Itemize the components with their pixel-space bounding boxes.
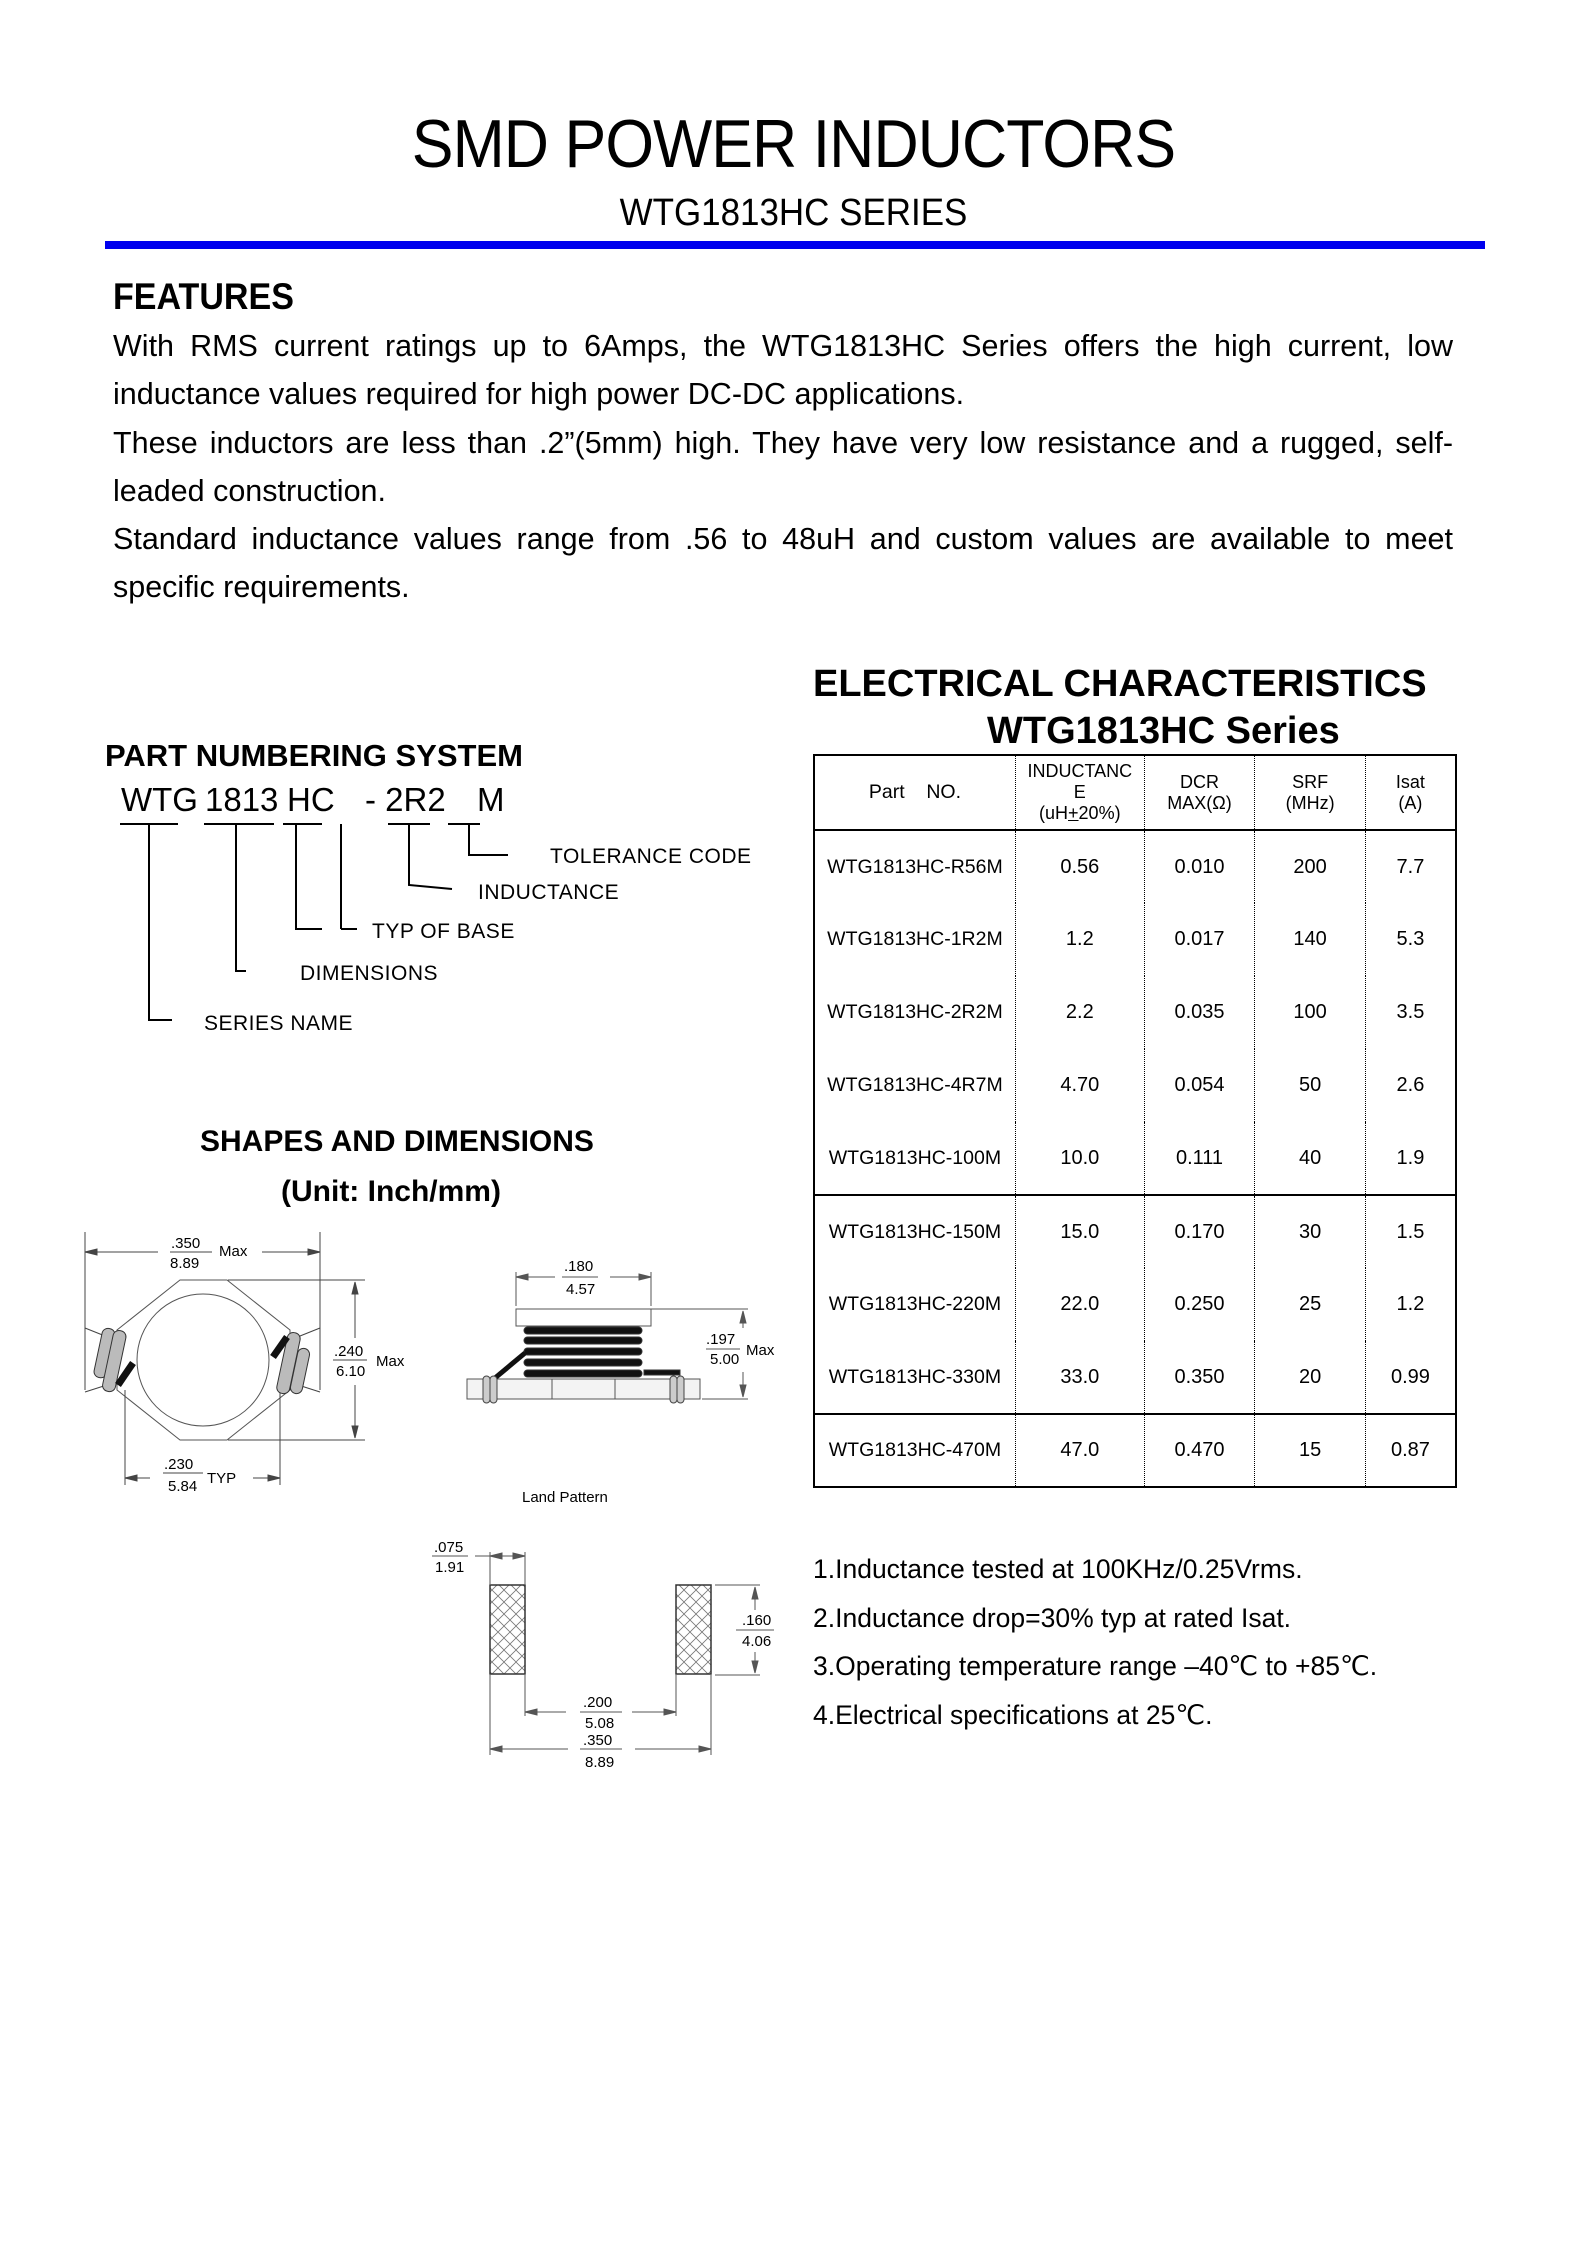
dim-pad-width-mm: 1.91 [435, 1559, 465, 1576]
cell-inductance: 1.2 [1015, 903, 1144, 976]
cell-part: WTG1813HC-220M [814, 1268, 1015, 1341]
table-row [814, 1341, 1456, 1414]
land-pattern-drawing [420, 1530, 800, 1790]
electrical-series: WTG1813HC Series [987, 710, 1340, 752]
cell-dcr: 0.017 [1144, 903, 1255, 976]
page-title: SMD POWER INDUCTORS [411, 106, 1176, 182]
note-item: 1.Inductance tested at 100KHz/0.25Vrms. [813, 1554, 1303, 1584]
cell-isat: 0.87 [1365, 1414, 1456, 1487]
electrical-heading: ELECTRICAL CHARACTERISTICS [813, 663, 1427, 705]
dim-pad-width-in: .075 [434, 1539, 464, 1556]
cell-srf: 100 [1255, 976, 1366, 1049]
features-paragraph: With RMS current ratings up to 6Amps, the WTG1813HC Series offers the high current, low inductance values required for high power DC-DC applications. [113, 329, 1453, 412]
table-row [814, 1049, 1456, 1122]
dim-top-width-in: .350 [171, 1235, 201, 1252]
dim-top-pitch-mm: 5.84 [168, 1478, 198, 1495]
cell-part: WTG1813HC-1R2M [814, 903, 1015, 976]
dim-top-height-in: .240 [334, 1343, 364, 1360]
pn-label-tolerance: TOLERANCE CODE [550, 845, 752, 868]
dim-gap-in: .200 [583, 1694, 613, 1711]
pn-segment-base: HC [287, 781, 335, 818]
cell-dcr: 0.470 [1144, 1414, 1255, 1487]
page-subtitle: WTG1813HC SERIES [619, 192, 968, 234]
cell-srf: 25 [1255, 1268, 1366, 1341]
cell-part: WTG1813HC-470M [814, 1414, 1015, 1487]
dim-top-height-mm: 6.10 [336, 1363, 366, 1380]
table-row [814, 903, 1456, 976]
cell-dcr: 0.035 [1144, 976, 1255, 1049]
pn-label-series: SERIES NAME [204, 1012, 354, 1035]
cell-dcr: 0.111 [1144, 1122, 1255, 1195]
cell-part: WTG1813HC-330M [814, 1341, 1015, 1414]
note-item: 3.Operating temperature range –40℃ to +85℃. [813, 1651, 1378, 1681]
col-header-isat: Isat (A) [1365, 755, 1456, 830]
cell-isat: 0.99 [1365, 1341, 1456, 1414]
pn-segment-series: WTG [121, 781, 198, 818]
col-header-inductance: INDUCTANC E (uH+20%) [1015, 755, 1144, 830]
pn-segment-inductance: - 2R2 [365, 781, 446, 818]
cell-isat: 5.3 [1365, 903, 1456, 976]
cell-part: WTG1813HC-100M [814, 1122, 1015, 1195]
pn-segment-tolerance: M [477, 781, 505, 818]
cell-isat: 3.5 [1365, 976, 1456, 1049]
dim-pad-height-in: .160 [742, 1612, 772, 1629]
table-row [814, 830, 1456, 903]
cell-inductance: 4.70 [1015, 1049, 1144, 1122]
cell-isat: 7.7 [1365, 830, 1456, 903]
dim-top-pitch-note: TYP [207, 1470, 237, 1487]
table-row [814, 976, 1456, 1049]
cell-isat: 1.2 [1365, 1268, 1456, 1341]
dim-side-height-note: Max [746, 1342, 775, 1359]
part-numbering-heading: PART NUMBERING SYSTEM [105, 738, 523, 773]
pn-segment-dimensions: 1813 [205, 781, 279, 818]
dim-total-mm: 8.89 [585, 1754, 615, 1771]
cell-dcr: 0.054 [1144, 1049, 1255, 1122]
dim-top-pitch-in: .230 [164, 1456, 194, 1473]
note-item: 2.Inductance drop=30% typ at rated Isat. [813, 1602, 1292, 1633]
cell-isat: 1.5 [1365, 1195, 1456, 1268]
cell-srf: 15 [1255, 1414, 1366, 1487]
features-paragraph: These inductors are less than .2”(5mm) high. They have very low resistance and a rugged, self-leaded construction. [113, 425, 1453, 508]
land-pad-right [676, 1585, 711, 1674]
features-heading: FEATURES [113, 276, 294, 317]
land-pattern-label: Land Pattern [522, 1489, 608, 1506]
pn-label-base: TYP OF BASE [372, 920, 515, 943]
cell-dcr: 0.350 [1144, 1341, 1255, 1414]
cell-dcr: 0.250 [1144, 1268, 1255, 1341]
shapes-heading: SHAPES AND DIMENSIONS [200, 1125, 594, 1158]
pn-label-inductance: INDUCTANCE [478, 881, 620, 904]
col-header-part: Part NO. [814, 755, 1015, 830]
dim-side-width-in: .180 [564, 1258, 594, 1275]
cell-part: WTG1813HC-4R7M [814, 1049, 1015, 1122]
cell-inductance: 47.0 [1015, 1414, 1144, 1487]
dim-top-width-mm: 8.89 [170, 1255, 200, 1272]
electrical-notes [813, 1545, 1377, 1739]
cell-part: WTG1813HC-R56M [814, 830, 1015, 903]
part-numbering-diagram-lines [0, 0, 800, 1060]
dim-side-height-in: .197 [706, 1331, 736, 1348]
dim-top-height-note: Max [376, 1353, 405, 1370]
features-paragraph: Standard inductance values range from .56 to 48uH and custom values are available to meet specific requirements. [113, 522, 1453, 605]
dim-total-in: .350 [583, 1732, 613, 1749]
dim-side-height-mm: 5.00 [710, 1351, 740, 1368]
cell-srf: 200 [1255, 830, 1366, 903]
cell-srf: 40 [1255, 1122, 1366, 1195]
cell-dcr: 0.010 [1144, 830, 1255, 903]
cell-srf: 140 [1255, 903, 1366, 976]
cell-part: WTG1813HC-2R2M [814, 976, 1015, 1049]
cell-inductance: 33.0 [1015, 1341, 1144, 1414]
shapes-unit: (Unit: Inch/mm) [281, 1175, 501, 1208]
note-item: 4.Electrical specifications at 25℃. [813, 1699, 1213, 1730]
cell-srf: 50 [1255, 1049, 1366, 1122]
col-header-srf: SRF (MHz) [1255, 755, 1366, 830]
table-row [814, 1268, 1456, 1341]
cell-part: WTG1813HC-150M [814, 1195, 1015, 1268]
cell-inductance: 10.0 [1015, 1122, 1144, 1195]
dim-side-width-mm: 4.57 [566, 1281, 596, 1298]
table-header-row [814, 755, 1456, 830]
cell-srf: 30 [1255, 1195, 1366, 1268]
pn-label-dimensions: DIMENSIONS [300, 962, 439, 985]
cell-inductance: 22.0 [1015, 1268, 1144, 1341]
side-view-drawing [450, 1240, 800, 1520]
cell-inductance: 15.0 [1015, 1195, 1144, 1268]
table-row [814, 1414, 1456, 1487]
cell-inductance: 0.56 [1015, 830, 1144, 903]
electrical-table [813, 754, 1457, 1488]
dim-pad-height-mm: 4.06 [742, 1633, 772, 1650]
top-view-drawing [70, 1220, 430, 1520]
cell-dcr: 0.170 [1144, 1195, 1255, 1268]
cell-isat: 1.9 [1365, 1122, 1456, 1195]
dim-top-width-note: Max [219, 1243, 248, 1260]
cell-isat: 2.6 [1365, 1049, 1456, 1122]
land-pad-left [490, 1585, 525, 1674]
table-row [814, 1195, 1456, 1268]
cell-srf: 20 [1255, 1341, 1366, 1414]
table-row [814, 1122, 1456, 1195]
col-header-dcr: DCR MAX(Ω) [1144, 755, 1255, 830]
cell-inductance: 2.2 [1015, 976, 1144, 1049]
dim-gap-mm: 5.08 [585, 1715, 615, 1732]
